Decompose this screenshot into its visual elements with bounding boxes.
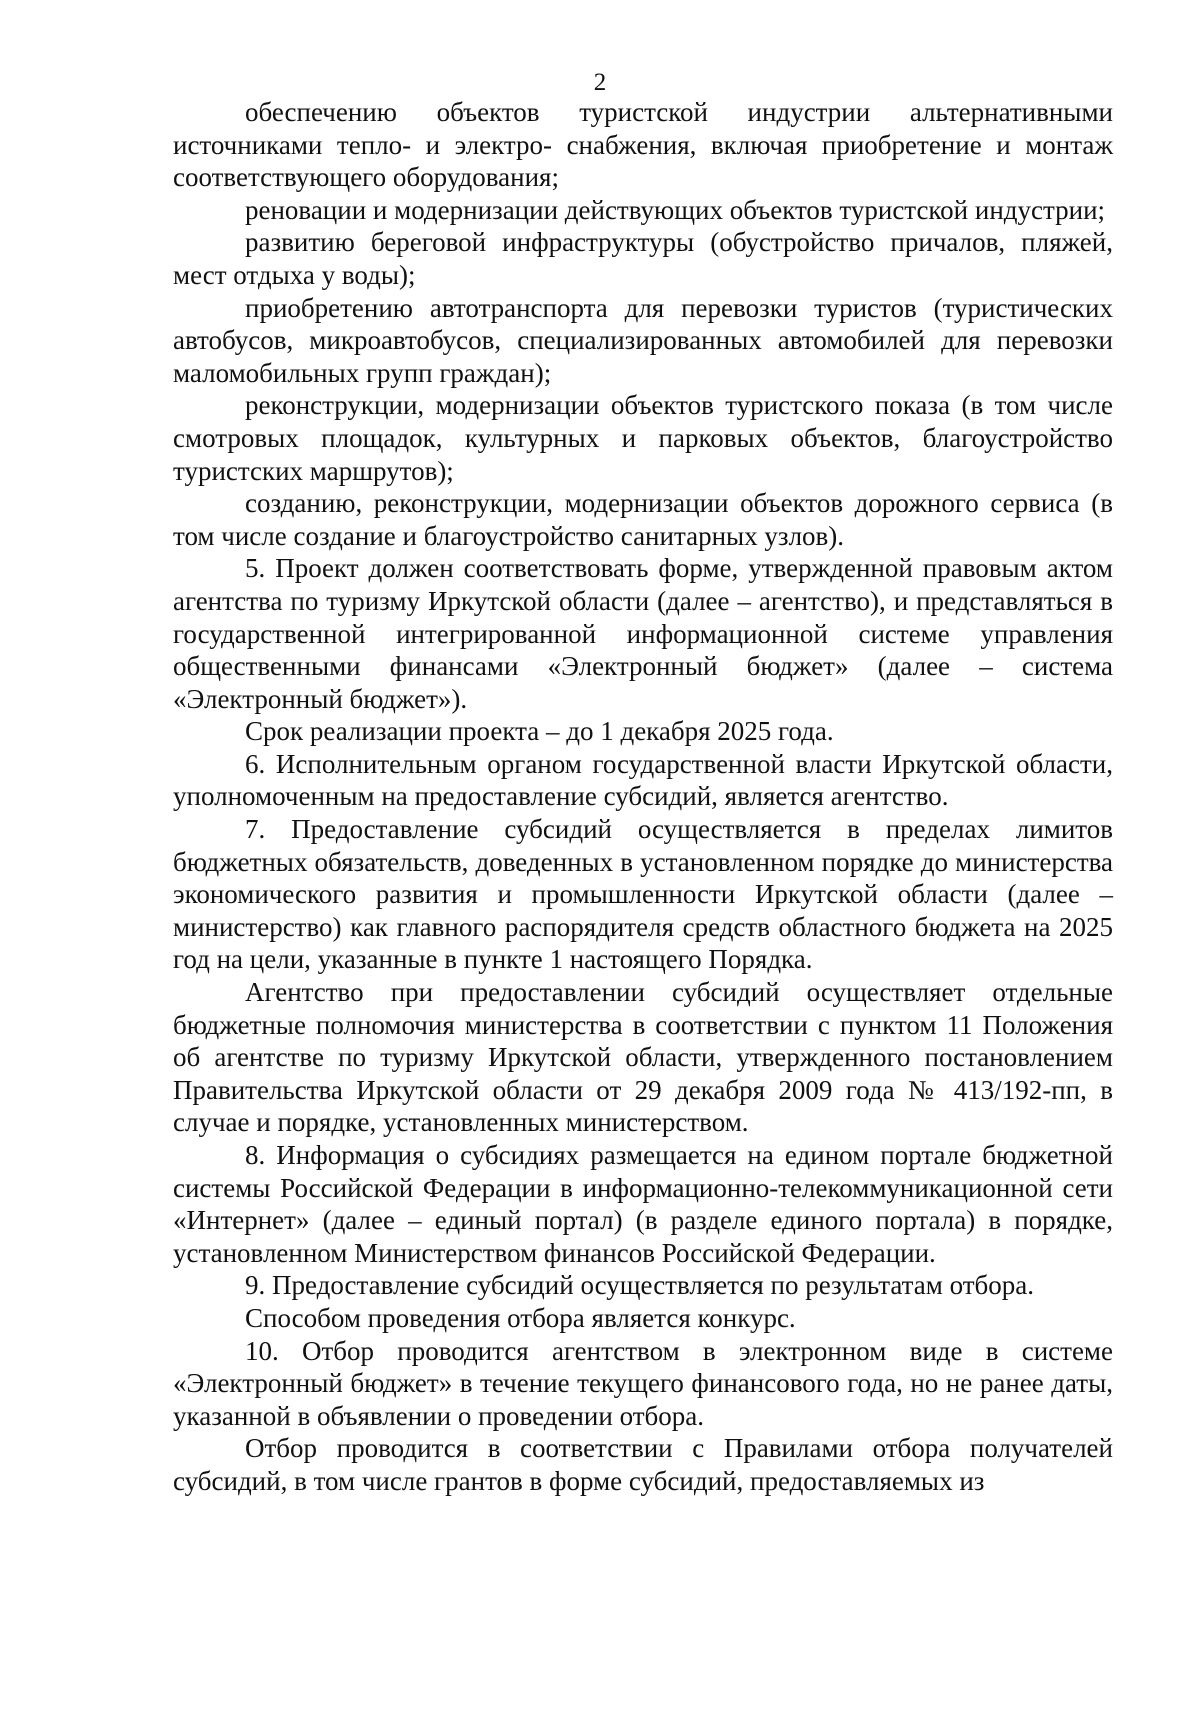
paragraph: 8. Информация о субсидиях размещается на едином портале бюджетной системы Российской Федерации в информационно-телекоммуникационной сети «Интернет» (далее – единый портал) (в разделе единого портала) в порядке, установленном Министерством финансов Российской Федерации. [173, 1140, 1113, 1268]
paragraph: Срок реализации проекта – до 1 декабря 2025 года. [245, 716, 834, 747]
paragraph: приобретению автотранспорта для перевозки туристов (туристических автобусов, микроавтобусов, специализированных автомобилей для перевозки маломобильных групп граждан); [173, 292, 1113, 388]
paragraph: 5. Проект должен соответствовать форме, утвержденной правовым актом агентства по туризму Иркутской области (далее – агентство), и представляться в государственной интегрированной информационной системе управления общественными финансами «Электронный бюджет» (далее – система «Электронный бюджет»). [173, 553, 1113, 714]
paragraph: 6. Исполнительным органом государственной власти Иркутской области, уполномоченным на предоставление субсидий, является агентство. [173, 748, 1113, 812]
paragraph: Агентство при предоставлении субсидий осуществляет отдельные бюджетные полномочия министерства в соответствии с пунктом 11 Положения об агентстве по туризму Иркутской области, утвержденного постановлением Правительства Иркутской области от 29 декабря 2009 года № 413/192-пп, в случае и порядке, установленных министерством. [173, 977, 1113, 1138]
paragraph: реконструкции, модернизации объектов туристского показа (в том числе смотровых площадок, культурных и парковых объектов, благоустройство туристских маршрутов); [173, 390, 1113, 486]
paragraph: обеспечению объектов туристской индустрии альтернативными источниками тепло- и электро- снабжения, включая приобретение и монтаж соответствующего оборудования; [173, 97, 1113, 193]
document-body [173, 96, 1113, 1498]
paragraph: развитию береговой инфраструктуры (обустройство причалов, пляжей, мест отдыха у воды); [173, 227, 1113, 290]
paragraph: Отбор проводится в соответствии с Правилами отбора получателей субсидий, в том числе грантов в форме субсидий, предоставляемых из [173, 1433, 1113, 1496]
paragraph: реновации и модернизации действующих объектов туристской индустрии; [245, 194, 1106, 225]
page-number: 2 [593, 69, 607, 96]
paragraph: 7. Предоставление субсидий осуществляется в пределах лимитов бюджетных обязательств, доведенных в установленном порядке до министерства экономического развития и промышленности Иркутской области (далее – министерство) как главного распорядителя средств областного бюджета на 2025 год на цели, указанные в пункте 1 настоящего Порядка. [173, 814, 1113, 975]
paragraph: Способом проведения отбора является конкурс. [245, 1302, 796, 1333]
paragraph: 10. Отбор проводится агентством в электронном виде в системе «Электронный бюджет» в течение текущего финансового года, но не ранее даты, указанной в объявлении о проведении отбора. [173, 1335, 1113, 1431]
paragraph: 9. Предоставление субсидий осуществляется по результатам отбора. [245, 1270, 1034, 1301]
paragraph: созданию, реконструкции, модернизации объектов дорожного сервиса (в том числе создание и благоустройство санитарных узлов). [173, 488, 1113, 551]
